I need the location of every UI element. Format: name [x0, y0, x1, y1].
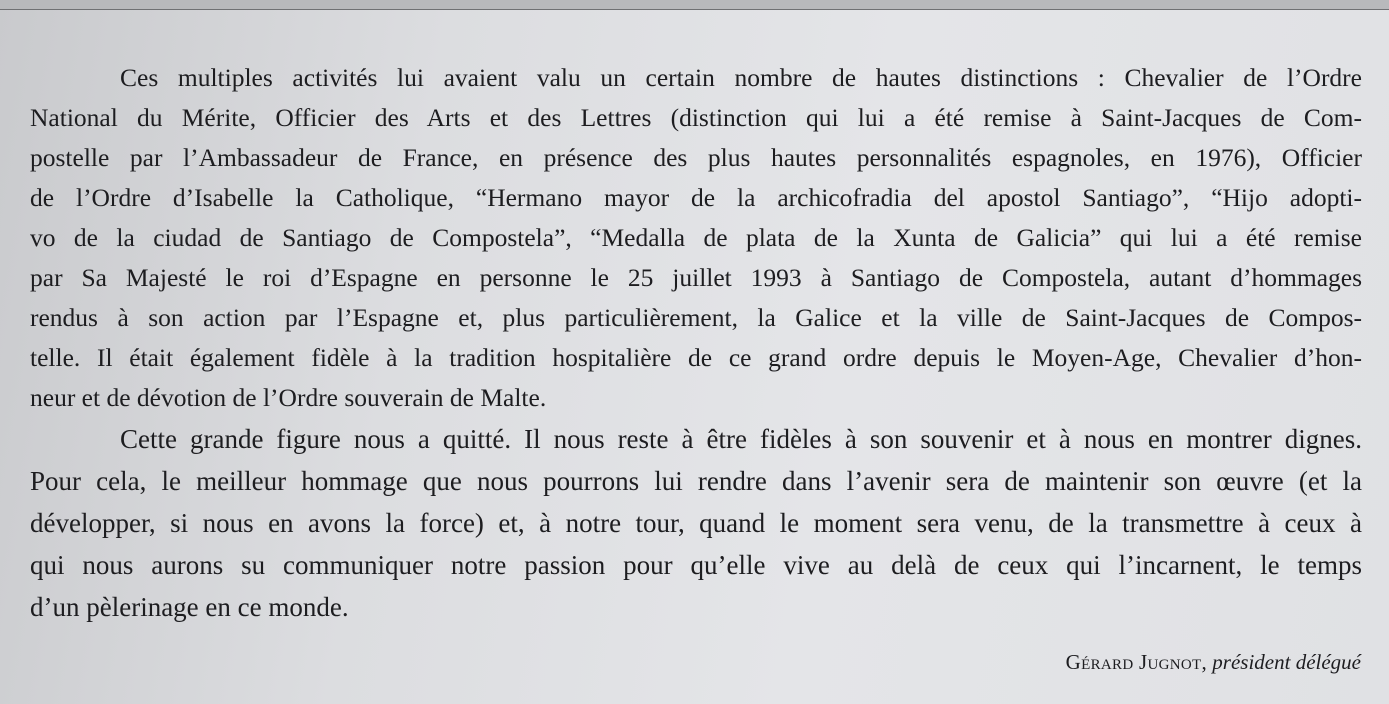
page-top-edge: [0, 0, 1389, 10]
text-line: qui nous aurons su communiquer notre passion pour qu’elle vive au delà de ceux qui l’incarnent, le temps: [30, 550, 1362, 580]
signature: [1066, 650, 1361, 675]
signature-name: Gérard Jugnot,: [1065, 650, 1208, 674]
text-line: Cette grande figure nous a quitté. Il nous reste à être fidèles à son souvenir et à nous en montrer dignes.: [120, 424, 1362, 454]
signature-role: président délégué: [1212, 650, 1361, 674]
text-line: de l’Ordre d’Isabelle la Catholique, “Hermano mayor de la archicofradia del apostol Santiago”, “Hijo adopti-: [30, 183, 1362, 212]
text-line: National du Mérite, Officier des Arts et des Lettres (distinction qui lui a été remise à Saint-Jacques de Com-: [30, 103, 1362, 132]
text-line: telle. Il était également fidèle à la tradition hospitalière de ce grand ordre depuis le Moyen-Age, Chevalier d’hon-: [30, 343, 1362, 372]
document-body: [30, 58, 1362, 628]
text-line: Pour cela, le meilleur hommage que nous pourrons lui rendre dans l’avenir sera de maintenir son œuvre (et la: [30, 466, 1362, 496]
paragraph-2: [30, 418, 1362, 628]
text-line: vo de la ciudad de Santiago de Compostela”, “Medalla de plata de la Xunta de Galicia” qui lui a été remise: [30, 223, 1362, 252]
text-line: postelle par l’Ambassadeur de France, en présence des plus hautes personnalités espagnoles, en 1976), Officier: [30, 143, 1362, 172]
paragraph-1: [30, 58, 1362, 418]
text-line: développer, si nous en avons la force) et, à notre tour, quand le moment sera venu, de la transmettre à ceux à: [30, 508, 1362, 538]
text-line: neur et de dévotion de l’Ordre souverain de Malte.: [30, 383, 547, 412]
text-line: par Sa Majesté le roi d’Espagne en personne le 25 juillet 1993 à Santiago de Compostela, autant d’hommages: [30, 263, 1362, 292]
text-line: Ces multiples activités lui avaient valu un certain nombre de hautes distinctions : Chevalier de l’Ordre: [120, 63, 1362, 92]
text-line: rendus à son action par l’Espagne et, plus particulièrement, la Galice et la ville de Saint-Jacques de Compos-: [30, 303, 1362, 332]
text-line: d’un pèlerinage en ce monde.: [30, 592, 349, 622]
